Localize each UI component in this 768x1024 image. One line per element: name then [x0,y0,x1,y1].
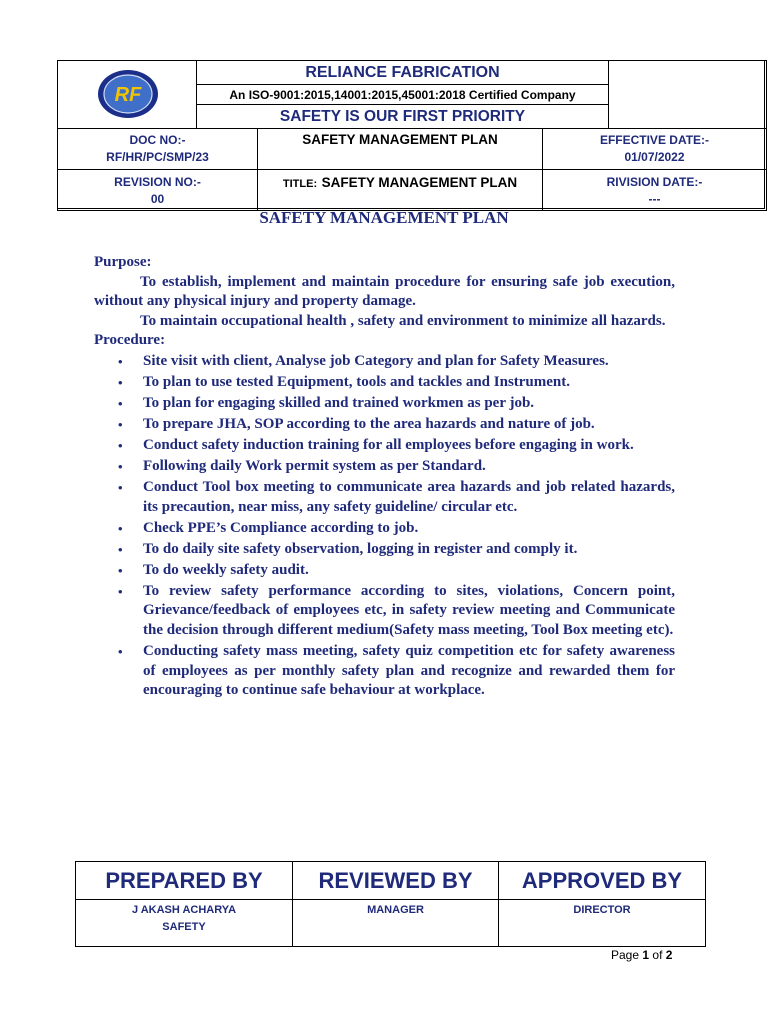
title-cell [257,169,543,211]
purpose-paragraph: To establish, implement and maintain procedure for ensuring safe job execution, without any physical injury and property damage. [94,273,675,309]
document-title: SAFETY MANAGEMENT PLAN [259,208,509,227]
revision-date-value: --- [648,192,661,206]
company-name: RELIANCE FABRICATION [196,60,609,85]
prepared-by-name: J AKASH ACHARYA [131,904,237,916]
reviewed-by-label: REVIEWED BY [292,861,499,900]
procedure-item: • To review safety performance according to sites, violations, Concern point, Grievance/feedback of employees etc, in safety review meeting and Communicate the decision through different medium(Safety mass meeting, Tool Box meeting etc). [143,582,675,641]
doc-no-cell [57,128,258,170]
doc-name: SAFETY MANAGEMENT PLAN [302,132,498,147]
procedure-item: • To plan for engaging skilled and trained workmen as per job. [143,394,675,414]
procedure-item: • To do daily site safety observation, logging in register and comply it. [143,540,675,560]
procedure-item: • Site visit with client, Analyse job Category and plan for Safety Measures. [143,352,675,372]
page-current: 1 [642,948,650,962]
procedure-item: • To prepare JHA, SOP according to the area hazards and nature of job. [143,415,675,435]
prepared-by-label: PREPARED BY [75,861,293,900]
procedure-heading: Procedure: [94,332,166,348]
revision-date-label: RIVISION DATE:- [606,175,703,189]
title-label: TITLE: [282,178,318,190]
header-blank-cell [608,60,767,129]
prepared-by-role: SAFETY [162,921,206,933]
doc-name-cell [257,128,543,170]
procedure-item: • Conducting safety mass meeting, safety quiz competition etc for safety awareness of employees as per monthly safety plan and recognize and rewarded them for encouraging to continue safe behaviour at workplace. [143,642,675,701]
page-total: 2 [665,948,673,962]
approved-by-value: DIRECTOR [573,904,631,916]
procedure-item: • Check PPE’s Compliance according to job. [143,519,675,539]
logo-letters: RF [114,84,142,106]
procedure-list [94,352,675,701]
title-value: SAFETY MANAGEMENT PLAN [321,175,518,190]
page-separator: of [652,948,663,962]
doc-no-label: DOC NO:- [129,133,186,147]
reviewed-by-cell [292,899,499,947]
revision-date-cell [542,169,767,211]
revision-no-label: REVISION NO:- [114,175,201,189]
company-logo [96,68,160,120]
revision-no-cell [57,169,258,211]
effective-date-value: 01/07/2022 [624,150,685,164]
effective-date-cell [542,128,767,170]
effective-date-label: EFFECTIVE DATE:- [599,133,710,147]
purpose-paragraph: To maintain occupational health , safety and environment to minimize all hazards. [140,312,666,329]
approved-by-cell [498,899,706,947]
document-header-table [57,60,765,209]
purpose-heading: Purpose: [94,254,152,270]
prepared-by-cell [75,899,293,947]
reviewed-by-value: MANAGER [367,904,424,916]
slogan: SAFETY IS OUR FIRST PRIORITY [196,104,609,129]
procedure-item: • Conduct safety induction training for all employees before engaging in work. [143,436,675,456]
approved-by-label: APPROVED BY [498,861,706,900]
procedure-item: • To do weekly safety audit. [143,561,675,581]
doc-no-value: RF/HR/PC/SMP/23 [106,150,209,164]
signature-table [75,861,706,947]
page-prefix: Page [611,948,640,962]
procedure-item: • Conduct Tool box meeting to communicate area hazards and job related hazards, its precaution, near miss, any safety guideline/ circular etc. [143,478,675,517]
revision-no-value: 00 [150,192,165,206]
certification-line: An ISO-9001:2015,14001:2015,45001:2018 Certified Company [196,84,609,105]
procedure-item: • To plan to use tested Equipment, tools and tackles and Instrument. [143,373,675,393]
page-indicator [611,948,672,962]
procedure-item: • Following daily Work permit system as per Standard. [143,457,675,477]
document-body [94,253,675,702]
